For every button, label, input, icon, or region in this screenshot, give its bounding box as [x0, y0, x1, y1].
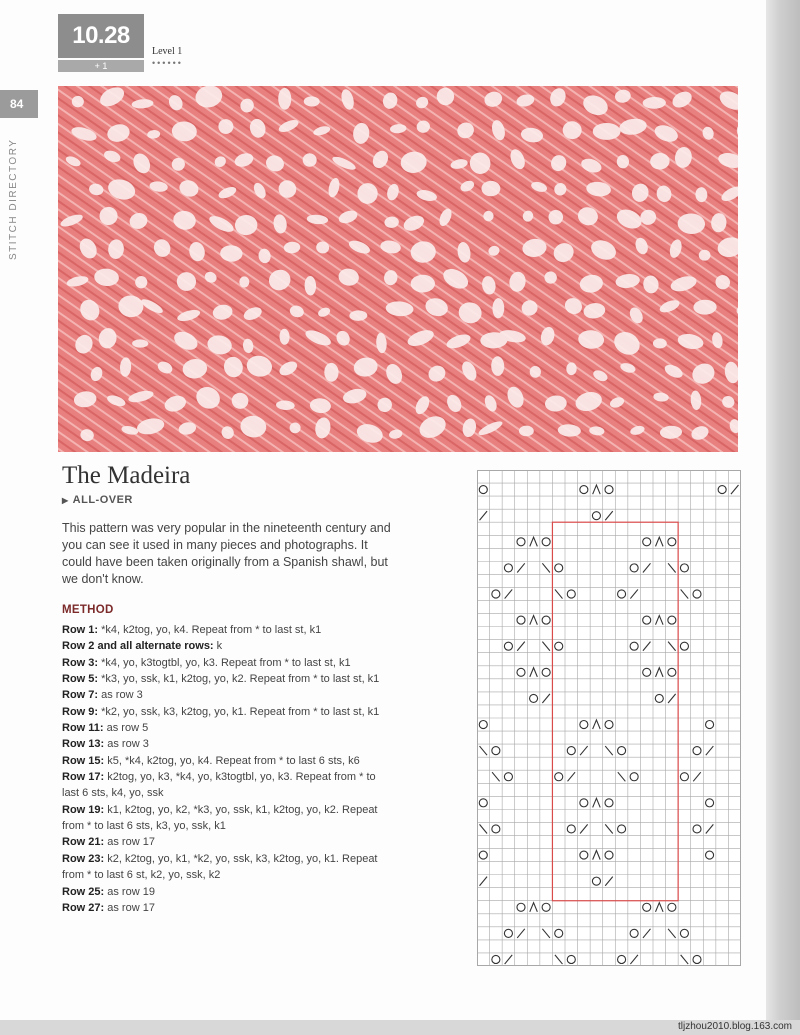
lace-swatch-illustration: [58, 86, 738, 452]
method-row: Row 13: as row 3: [62, 738, 149, 751]
page-number: 84: [0, 90, 38, 118]
lace-swatch-photo: [58, 86, 738, 452]
pattern-title: The Madeira: [62, 462, 191, 489]
method-row: Row 9: *k2, yo, ssk, k3, k2tog, yo, k1. Repeat from * to last st, k1: [62, 705, 380, 718]
method-row: Row 11: as row 5: [62, 722, 149, 735]
method-row: Row 27: as row 17: [62, 901, 155, 914]
watermark: tljzhou2010.blog.163.com: [678, 1021, 792, 1032]
method-row: Row 5: *k3, yo, ssk, k1, k2tog, yo, k2. Repeat from * to last st, k1: [62, 673, 380, 686]
method-row: Row 2 and all alternate rows: k: [62, 640, 223, 653]
method-row: Row 19: k1, k2tog, yo, k2, *k3, yo, ssk, k1, k2tog, yo, k2. Repeat from * to last 6 sts, k3, yo, ssk, k1: [62, 803, 378, 833]
method-heading: METHOD: [62, 604, 114, 616]
method-row: Row 1: *k4, k2tog, yo, k4. Repeat from * to last st, k1: [62, 624, 322, 636]
method-rows: [62, 622, 392, 916]
pattern-code: 10.28: [58, 14, 144, 58]
lace-hole: [411, 275, 435, 293]
section-side-title: STITCH DIRECTORY: [8, 138, 19, 260]
method-row: Row 7: as row 3: [62, 689, 143, 702]
category-label: ALL-OVER: [72, 494, 133, 506]
method-row: Row 23: k2, k2tog, yo, k1, *k2, yo, ssk, k3, k2tog, yo, k1. Repeat from * to last 6 st, k2, yo, ssk, k2: [62, 852, 378, 882]
level-label: Level 1: [152, 46, 183, 57]
method-row: Row 3: *k4, yo, k3togtbl, yo, k3. Repeat from * to last st, k1: [62, 656, 351, 669]
method-row: Row 21: as row 17: [62, 836, 155, 849]
pattern-intro: This pattern was very popular in the nineteenth century and you can see it used in many pieces and photographs. It could have been taken originally from a Spanish shawl, but we don't know.: [62, 521, 391, 586]
triangle-right-icon: ▶: [62, 496, 69, 505]
knitting-chart: [477, 470, 741, 966]
method-row: Row 25: as row 19: [62, 885, 155, 898]
pattern-category: [62, 494, 133, 506]
level-dots: ••••••: [152, 58, 183, 68]
method-row: Row 15: k5, *k4, k2tog, yo, k4. Repeat from * to last 6 sts, k6: [62, 754, 360, 767]
pattern-code-sub: + 1: [58, 60, 144, 72]
method-row: Row 17: k2tog, yo, k3, *k4, yo, k3togtbl, yo, k3. Repeat from * to last 6 sts, k4, yo, ssk: [62, 771, 376, 800]
book-gutter: [766, 0, 800, 1035]
